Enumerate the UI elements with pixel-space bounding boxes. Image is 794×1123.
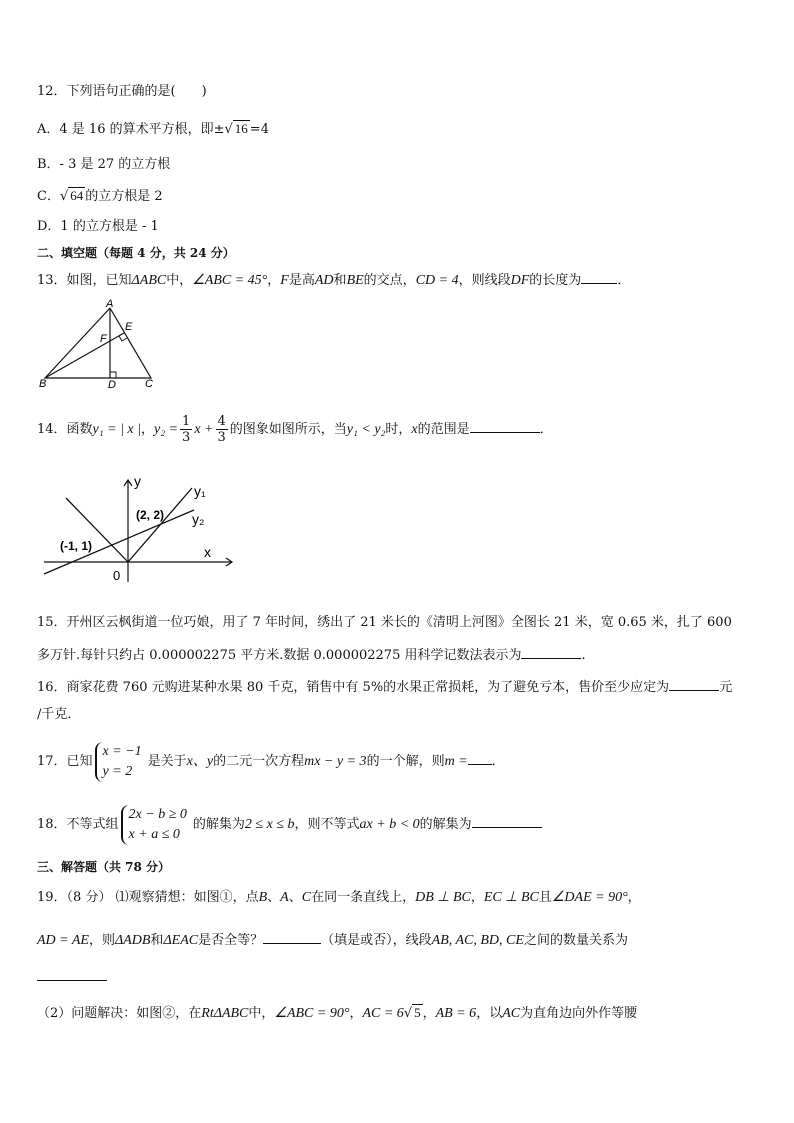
q19-text: ， [470, 890, 484, 905]
q19-perp-2: EC ⊥ BC [483, 890, 539, 905]
axis-label-x: x [204, 544, 211, 560]
q17-stem [37, 741, 505, 783]
q13-text: 的长度为 [529, 273, 582, 288]
q12-option-b: B．- 3 是 27 的立方根 [37, 157, 171, 172]
q12-a-value: =4 [249, 122, 269, 137]
q13-point-f: F [280, 273, 289, 288]
q13-answer-blank[interactable] [581, 270, 617, 284]
q14-text: 时， [385, 422, 412, 437]
q18-answer-blank[interactable] [472, 814, 542, 828]
q18-text: 18．不等式组 [37, 817, 119, 832]
point-label-2-2: (2, 2) [136, 508, 165, 522]
sqrt-sign-icon: √ [224, 122, 233, 137]
q16-line-1 [37, 677, 732, 697]
q13-triangle: ΔABC [131, 273, 167, 288]
frac-num: 4 [217, 414, 226, 429]
q14-xvar: x [411, 422, 418, 437]
triangle-abc-shape [45, 308, 151, 378]
q17-text: 的一个解，则 [366, 754, 445, 769]
q19-text: 19．（8 分） ⑴观察猜想：如图①，点 [37, 890, 259, 905]
q19-text: 是否全等？ [198, 933, 264, 948]
q19-text: ， [627, 890, 641, 905]
q13-text: 中， [166, 273, 193, 288]
q16-answer-blank[interactable] [669, 677, 719, 691]
q12-c-radicand: 64 [70, 188, 84, 203]
q14-y1: y₁ = | x | [92, 422, 141, 437]
q12-a-radicand: 16 [234, 121, 248, 136]
q13-text: ，则线段 [458, 273, 511, 288]
q18-stem [37, 804, 542, 846]
q14-text: 14．函数 [37, 422, 93, 437]
q19-text: ，则 [88, 933, 115, 948]
point-label-neg1-1: (-1, 1) [60, 539, 93, 553]
q18-inequality-system [121, 805, 191, 845]
q17-text: 的二元一次方程 [213, 754, 305, 769]
q18-ineq-1: 2x − b ≥ 0 [128, 806, 187, 822]
q14-stem [37, 410, 553, 450]
q12-stem: 12．下列语句正确的是( ) [37, 84, 207, 99]
altitude-be [45, 333, 124, 378]
q13-seg-be: BE [346, 273, 364, 288]
q19-rt-triangle: RtΔABC [201, 1006, 249, 1021]
q19-text: ， [349, 1006, 363, 1021]
q13-seg-ad: AD [314, 273, 334, 288]
q14-graph-figure [40, 470, 240, 588]
q14-end: ． [539, 422, 553, 437]
q19-text: ， [422, 1006, 436, 1021]
q17-answer-blank[interactable] [468, 751, 492, 765]
q18-solution: 2 ≤ x ≤ b [244, 817, 295, 832]
q19-ad-ae: AD = AE [37, 933, 89, 948]
q13-end: ． [617, 273, 631, 288]
q19-segments: AB, AC, BD, CE [431, 933, 524, 948]
q15-text: 多万针.每针只约占 0.000002275 平方米.数据 0.000002275 用科学记数法表示为 [37, 648, 522, 663]
q15-end: . [581, 648, 586, 663]
q19-text: 中， [248, 1006, 275, 1021]
section-3-heading: 三、解答题（共 78 分） [37, 860, 171, 874]
q12-option-d: D．1 的立方根是 - 1 [37, 219, 159, 234]
q17-equation: mx − y = 3 [304, 754, 367, 769]
q16-line-2: /千克． [37, 707, 81, 722]
q12-option-c [37, 187, 163, 206]
q13-text: 和 [333, 273, 347, 288]
q19-point-a: A [280, 890, 289, 905]
q17-text: 是关于 [147, 754, 187, 769]
label-e: E [125, 321, 133, 333]
q14-text: ， [141, 422, 155, 437]
q13-stem [37, 270, 630, 290]
q19-triangle-eac: ΔEAC [163, 933, 199, 948]
label-f: F [100, 333, 107, 345]
q14-answer-blank[interactable] [470, 419, 540, 433]
q19-text: 为直角边向外作等腰 [520, 1006, 638, 1021]
q12-option-a [37, 120, 269, 139]
q14-text: 的范围是 [417, 422, 470, 437]
q19-text: 且 [538, 890, 552, 905]
q13-text: ， [267, 273, 281, 288]
origin-label: 0 [113, 568, 121, 583]
q19-ac-value: AC = 6 [362, 1006, 404, 1021]
frac-den: 3 [217, 430, 226, 445]
axis-label-y: y [134, 473, 141, 489]
frac-num: 1 [182, 414, 191, 429]
q19-point-c: C [301, 890, 312, 905]
q19-text: 、 [267, 890, 281, 905]
q18-inequality: ax + b < 0 [359, 817, 420, 832]
q18-text: ，则不等式 [294, 817, 360, 832]
q14-fraction-1 [180, 414, 192, 445]
q14-x: x + [194, 422, 214, 437]
q13-cd: CD = 4 [415, 273, 459, 288]
q15-line-2 [37, 645, 586, 665]
q17-vars: x、y [186, 754, 214, 769]
q19-text: （填是或否），线段 [321, 933, 432, 948]
line-label-y2: y₂ [192, 511, 205, 527]
q19-triangle-adb: ΔADB [114, 933, 151, 948]
section-2-heading: 二、填空题（每题 4 分，共 24 分） [37, 246, 235, 260]
q19-answer-blank-1[interactable] [263, 930, 321, 944]
label-a: A [106, 298, 114, 310]
q13-angle: ∠ABC = 45° [192, 273, 268, 288]
q18-text: 的解集为 [419, 817, 472, 832]
q12-a-text: A．4 是 16 的算术平方根，即± [37, 122, 225, 137]
q19-line-4 [37, 1004, 637, 1023]
q19-line-1 [37, 889, 641, 907]
q17-text: 17．已知 [37, 754, 93, 769]
label-c: C [145, 378, 153, 390]
q14-fraction-2 [216, 414, 228, 445]
q19-angle-abc: ∠ABC = 90° [274, 1006, 350, 1021]
label-b: B [39, 378, 47, 390]
q14-text: 的图象如图所示，当 [229, 422, 347, 437]
q12-c-label: C． [37, 189, 60, 204]
q13-seg-df: DF [510, 273, 530, 288]
q19-answer-blank-2[interactable] [37, 967, 107, 981]
q13-text: 是高 [288, 273, 315, 288]
q19-text: （2）问题解决：如图②，在 [37, 1006, 202, 1021]
sqrt-sign-icon: √ [403, 1006, 413, 1021]
q17-eq-1: x = −1 [102, 743, 142, 759]
q13-text: 13．如图，已知 [37, 273, 132, 288]
q19-perp-1: DB ⊥ BC [415, 890, 471, 905]
q12-c-text: 的立方根是 2 [85, 189, 163, 204]
q14-y2: y₂ = [154, 422, 179, 437]
q18-ineq-2: x + a ≤ 0 [128, 826, 180, 842]
sqrt-sign-icon: √ [59, 189, 69, 204]
q13-text: 的交点， [363, 273, 416, 288]
q19-text: 、 [288, 890, 302, 905]
q17-equation-system [95, 742, 146, 782]
frac-den: 3 [182, 430, 191, 445]
q16-text: 16．商家花费 760 元购进某种水果 80 千克，销售中有 5%的水果正常损耗，为了避免亏本，售价至少应定为 [37, 680, 670, 695]
q19-line-2 [37, 930, 628, 950]
q13-triangle-figure [37, 298, 167, 390]
q15-answer-blank[interactable] [521, 645, 581, 659]
q19-text: 之间的数量关系为 [523, 933, 628, 948]
q19-angle: ∠DAE = 90° [551, 890, 628, 905]
q19-text: ，以 [476, 1006, 503, 1021]
right-angle-e-icon [119, 336, 127, 341]
q14-cond: y₁ < y₂ [346, 422, 386, 437]
q19-text: 在同一条直线上， [311, 890, 416, 905]
q17-eq-2: y = 2 [102, 763, 133, 779]
q19-line-3 [37, 967, 107, 987]
q19-seg-ac: AC [502, 1006, 521, 1021]
q19-ac-radicand: 5 [414, 1005, 421, 1020]
line-label-y1: y₁ [194, 483, 206, 499]
q19-point-b: B [258, 890, 268, 905]
label-d: D [108, 379, 116, 390]
q17-m: m = [444, 754, 468, 769]
q19-ab-value: AB = 6 [435, 1006, 477, 1021]
q17-end: ． [491, 754, 505, 769]
q18-text: 的解集为 [192, 817, 245, 832]
right-angle-d-icon [110, 372, 116, 378]
q16-unit: 元 [719, 680, 733, 695]
q15-line-1: 15．开州区云枫街道一位巧娘，用了 7 年时间，绣出了 21 米长的《清明上河图》全图长 21 米，宽 0.65 米，扎了 600 [37, 615, 732, 630]
q19-text: 和 [150, 933, 164, 948]
